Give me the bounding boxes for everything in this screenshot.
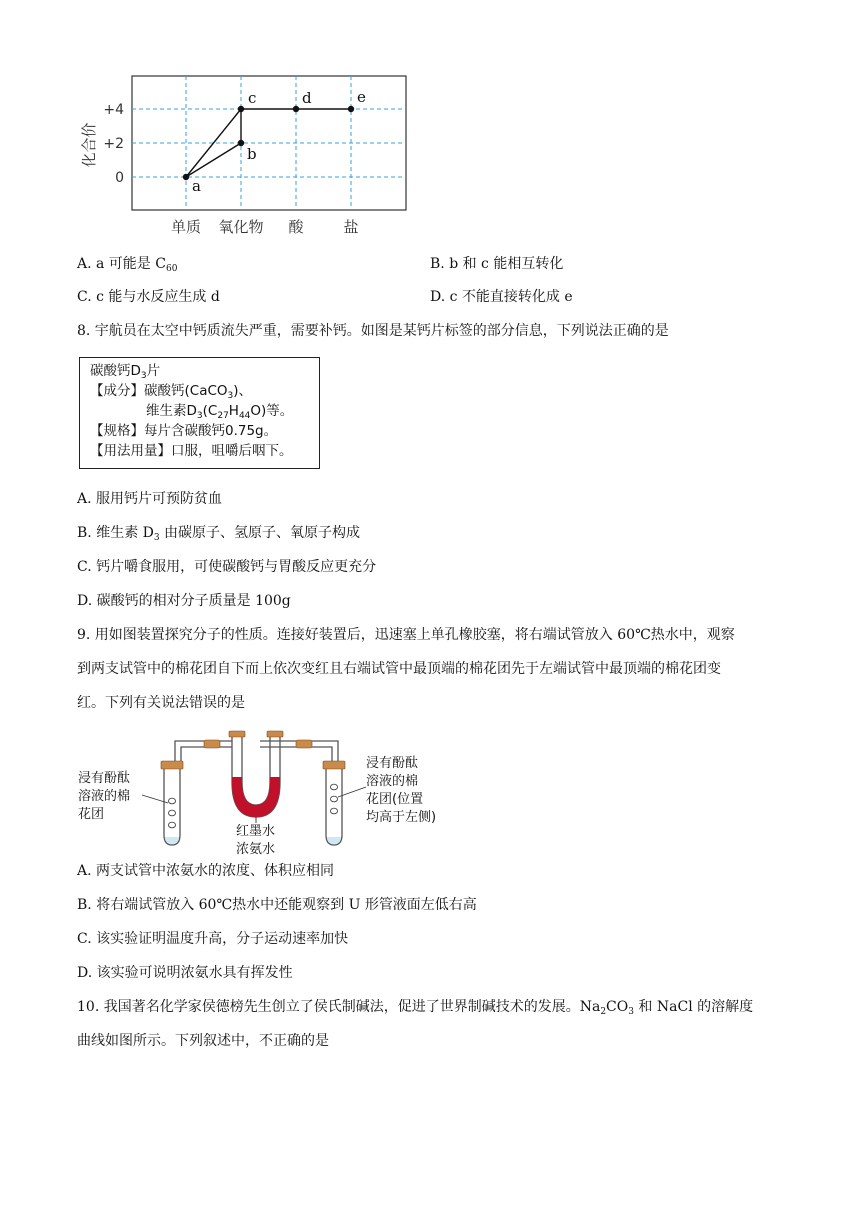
q8-stem: 8. 宇航员在太空中钙质流失严重，需要补钙。如图是某钙片标签的部分信息，下列说法正确的是 xyxy=(77,323,669,339)
q7-option-b: B. b 和 c 能相互转化 xyxy=(430,256,564,272)
red-ink-label: 红墨水 xyxy=(236,824,276,839)
q8-option-c: C. 钙片嚼食服用，可使碳酸钙与胃酸反应更充分 xyxy=(77,559,377,575)
q7-option-d: D. c 不能直接转化成 e xyxy=(430,289,573,305)
point-b xyxy=(238,140,244,146)
q8-option-a: A. 服用钙片可预防贫血 xyxy=(77,491,223,507)
right-label-line-3: 花团(位置 xyxy=(366,792,424,807)
point-label-e: e xyxy=(357,88,366,106)
point-a xyxy=(183,174,189,180)
label-line-5: 【用法用量】口服，咀嚼后咽下。 xyxy=(90,443,293,459)
x-tick-label: 酸 xyxy=(288,218,304,236)
segment-ab xyxy=(186,143,241,177)
point-label-d: d xyxy=(302,89,312,107)
x-tick-label: 单质 xyxy=(170,218,202,236)
y-tick-label: +2 xyxy=(103,136,124,152)
q9-option-a: A. 两支试管中浓氨水的浓度、体积应相同 xyxy=(77,863,335,879)
q9-stem-line-2: 到两支试管中的棉花团自下而上依次变红且右端试管中最顶端的棉花团先于左端试管中最顶端的棉花团变 xyxy=(77,661,721,677)
q9-stem-line-1: 9. 用如图装置探究分子的性质。连接好装置后，迅速塞上单孔橡胶塞，将右端试管放入 60℃热水中，观察 xyxy=(77,627,735,643)
q9-option-d: D. 该实验可说明浓氨水具有挥发性 xyxy=(77,965,293,981)
label-line-1: 碳酸钙$D_3$片 xyxy=(90,363,161,381)
q9-stem-line-3: 红。下列有关说法错误的是 xyxy=(77,695,245,711)
point-c xyxy=(238,106,244,112)
ammonia-label: 浓氨水 xyxy=(236,842,276,857)
q8-option-d: D. 碳酸钙的相对分子质量是 100g xyxy=(77,593,291,609)
point-label-a: a xyxy=(192,177,201,195)
q8-option-b: B. 维生素 $D_3$ 由碳原子、氢原子、氧原子构成 xyxy=(77,525,361,543)
point-label-b: b xyxy=(247,145,257,163)
red-ink-right-arm xyxy=(270,777,280,785)
q7-option-c: C. c 能与水反应生成 d xyxy=(77,289,220,305)
y-tick-label: +4 xyxy=(103,102,124,118)
x-tick-label: 盐 xyxy=(343,218,359,236)
y-tick-label: 0 xyxy=(115,170,124,186)
molecule-apparatus-diagram xyxy=(76,727,456,857)
point-label-c: c xyxy=(248,89,257,107)
chart-points xyxy=(183,88,366,195)
red-ink xyxy=(232,782,280,817)
q10-stem-line-1: 10. 我国著名化学家侯德榜先生创立了侯氏制碱法，促进了世界制碱技术的发展。$Na_2CO_3$ 和 NaCl 的溶解度 xyxy=(77,999,754,1017)
left-label-line-1: 浸有酚酞 xyxy=(78,771,131,786)
valence-chart-svg xyxy=(76,72,416,242)
red-ink-left-arm xyxy=(232,777,242,785)
right-label-line-2: 溶液的棉 xyxy=(366,774,419,789)
q10-stem-line-2: 曲线如图所示。下列叙述中，不正确的是 xyxy=(77,1033,329,1049)
rubber-stoppers xyxy=(161,731,345,769)
point-e xyxy=(348,106,354,112)
label-line-3: 维生素$D_3(C_{27}H_{44}O)$等。 xyxy=(146,403,294,421)
calcium-tablet-label xyxy=(79,357,320,469)
q7-option-a: A. a 可能是 $C_{60}$ xyxy=(77,256,178,274)
x-tick-label: 氧化物 xyxy=(218,218,264,236)
label-line-2: 【成分】碳酸钙(CaCO$_3$)、 xyxy=(90,383,253,401)
left-label-line-2: 溶液的棉 xyxy=(78,789,131,804)
q9-option-c: C. 该实验证明温度升高，分子运动速率加快 xyxy=(77,931,349,947)
apparatus-svg xyxy=(76,727,456,857)
left-label-line-3: 花团 xyxy=(78,807,105,822)
valence-chart xyxy=(76,72,416,242)
label-line-4: 【规格】每片含碳酸钙0.75g。 xyxy=(90,423,278,439)
right-label-line-1: 浸有酚酞 xyxy=(366,756,419,771)
chart-ylabel: 化合价 xyxy=(80,122,98,168)
right-label-line-4: 均高于左侧) xyxy=(366,810,437,825)
q9-option-b: B. 将右端试管放入 60℃热水中还能观察到 U 形管液面左低右高 xyxy=(77,897,477,913)
point-d xyxy=(293,106,299,112)
